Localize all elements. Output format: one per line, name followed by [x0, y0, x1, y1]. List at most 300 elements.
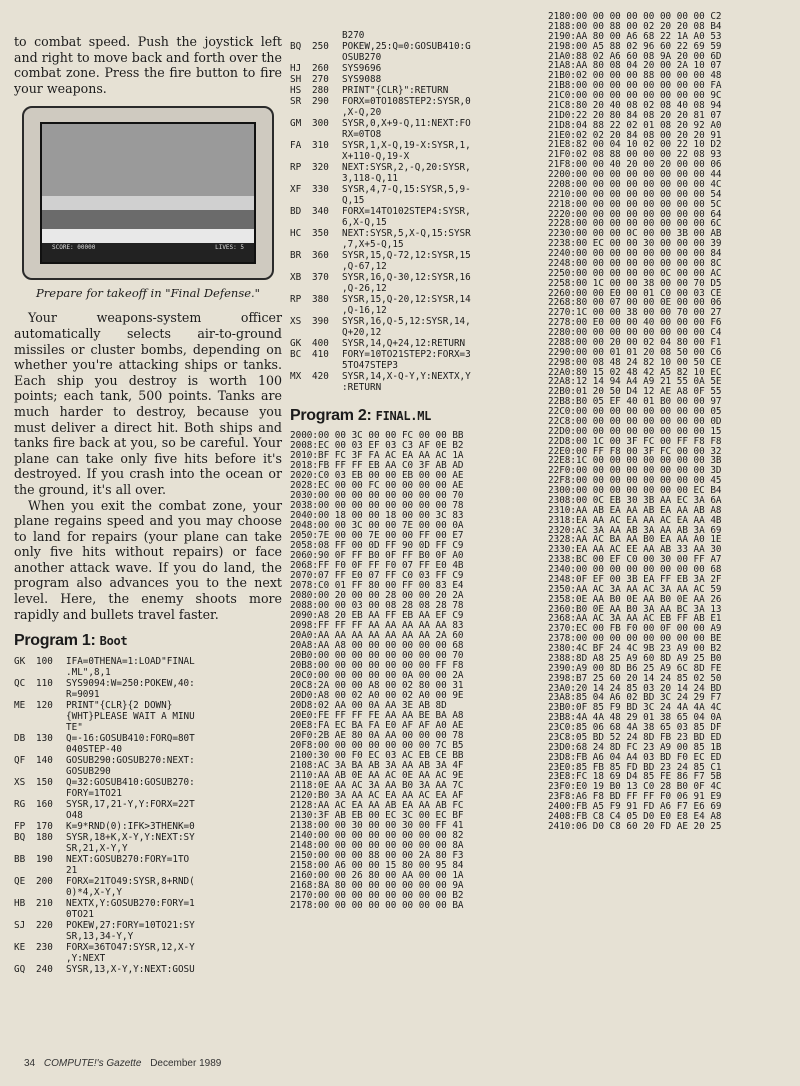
line-number	[312, 261, 342, 272]
code-text: OSUB270	[342, 52, 382, 63]
hex-line: 22B8:B0 05 EF 40 01 B0 00 00 97	[548, 396, 722, 408]
program1-listing-continued	[290, 30, 545, 393]
hex-line: 20B0:00 00 00 00 00 00 00 00 70	[290, 650, 464, 661]
hex-line: 2220:00 00 00 00 00 00 00 00 64	[548, 208, 722, 220]
page-footer	[24, 1058, 221, 1069]
code-line	[290, 74, 545, 85]
hex-line: 2150:00 00 00 88 00 00 2A 80 F3	[290, 850, 464, 861]
checksum: RG	[14, 799, 26, 811]
code-line	[290, 129, 545, 140]
line-number: 350	[312, 228, 329, 239]
hex-line: 22E0:00 FF F8 00 3F FC 00 00 32	[548, 445, 722, 457]
line-number: 280	[312, 85, 329, 96]
screen-runway-band	[42, 229, 254, 243]
hex-line: 2018:FB FF FF EB AA C0 3F AB AD	[290, 460, 464, 471]
checksum: HS	[290, 85, 302, 96]
checksum	[14, 689, 36, 700]
hex-line: 2088:00 00 03 00 08 28 08 28 78	[290, 600, 464, 611]
hex-line: 20E8:FA EC BA FA E0 AF AF A0 AE	[290, 720, 464, 731]
line-number	[36, 909, 66, 920]
code-line	[290, 107, 545, 118]
hex-line: 20F0:2B AE 80 0A AA 00 00 00 78	[290, 730, 464, 741]
hex-line: 21F0:02 08 88 00 00 00 22 08 93	[548, 149, 722, 161]
hex-line: 20A0:AA AA AA AA AA AA AA 2A 60	[290, 630, 464, 641]
code-line	[290, 294, 545, 305]
hex-line: 2048:00 00 3C 00 00 7E 00 00 0A	[290, 520, 464, 531]
code-line	[14, 667, 282, 678]
line-number	[36, 953, 66, 964]
code-text: POKEW,25:Q=0:GOSUB410:G	[342, 41, 471, 52]
hex-line: 2118:0E AA AC 3A AA B0 3A AA 7C	[290, 780, 464, 791]
checksum	[290, 239, 312, 250]
hex-line: 2050:7E 00 00 7E 00 00 FF 00 E7	[290, 530, 464, 541]
code-text: POKEW,27:FORY=10TO21:SY	[66, 920, 195, 932]
hex-line: 23B8:4A 4A 48 29 01 38 65 04 0A	[548, 712, 722, 724]
article-text-top	[14, 34, 282, 96]
checksum	[290, 195, 312, 206]
hex-line: 2040:00 18 00 00 18 00 00 3C 83	[290, 510, 464, 521]
hex-line: 2238:00 EC 00 00 30 00 00 00 39	[548, 238, 722, 250]
line-number: 270	[312, 74, 329, 85]
code-text: 040STEP-40	[66, 744, 122, 756]
code-line	[14, 964, 282, 975]
code-line	[14, 832, 282, 843]
hex-line: 2320:AC 3A AA AB 3A AA AB 3A 69	[548, 524, 722, 536]
hex-line: 2390:A9 00 8D B6 25 A9 6C 8D FE	[548, 662, 722, 674]
hex-line: 2080:00 20 00 00 28 00 00 20 2A	[290, 590, 464, 601]
hex-line: 2180:00 00 00 00 00 00 00 00 C2	[548, 11, 722, 22]
line-number	[36, 931, 66, 942]
checksum: BR	[290, 250, 302, 261]
checksum: GK	[290, 338, 302, 349]
code-text: SYSR,13,X-Y,Y:NEXT:GOSU	[66, 964, 195, 976]
line-number: 170	[36, 821, 53, 833]
line-number	[36, 865, 66, 876]
code-text: SR,13,34-Y,Y	[66, 931, 134, 943]
code-text: SYSR,1,X-Q,19-X:SYSR,1,	[342, 140, 471, 151]
checksum	[14, 744, 36, 755]
code-text: SYSR,16,Q-30,12:SYSR,16	[342, 272, 471, 283]
code-line	[290, 250, 545, 261]
checksum	[290, 360, 312, 371]
hex-line: 2310:AA AB EA AA AB EA AA AB A8	[548, 504, 722, 516]
line-number	[36, 810, 66, 821]
code-line	[14, 843, 282, 854]
hex-line: 2060:90 0F FF B0 0F FF B0 0F A0	[290, 550, 464, 561]
hex-line: 23B0:0F 85 F9 BD 3C 24 4A 4A 4C	[548, 702, 722, 714]
hex-line: 22D8:00 1C 00 3F FC 00 FF F8 F8	[548, 435, 722, 447]
code-text: FORX=21TO49:SYSR,8+RND(	[66, 876, 195, 888]
hex-line: 2170:00 00 00 00 00 00 00 00 B2	[290, 890, 464, 901]
code-line	[14, 865, 282, 876]
code-text: ,Y:NEXT	[66, 953, 106, 965]
checksum: GK	[14, 656, 26, 668]
hex-line: 20D0:A8 00 02 A0 00 02 A0 00 9E	[290, 690, 464, 701]
hex-line: 21E0:02 02 20 84 08 00 20 20 91	[548, 129, 722, 141]
publication-name: COMPUTE!'s Gazette	[43, 1058, 142, 1069]
code-text: SYSR,4,7-Q,15:SYSR,5,9-	[342, 184, 471, 195]
hex-line: 20C8:2A 00 00 A8 00 02 80 00 31	[290, 680, 464, 691]
code-text: 3,118-Q,11	[342, 173, 398, 184]
hex-line: 20F8:00 00 00 00 00 00 00 7C B5	[290, 740, 464, 751]
code-line	[14, 733, 282, 744]
code-text: 0)*4,X-Y,Y	[66, 887, 122, 899]
code-text: {WHT}PLEASE WAIT A MINU	[66, 711, 195, 723]
code-text: FORY=1TO21	[66, 788, 122, 800]
hex-line: 2120:B0 3A AA AC EA AA AC EA AF	[290, 790, 464, 801]
hex-line: 2360:B0 0E AA B0 3A AA BC 3A 13	[548, 603, 722, 615]
code-line	[14, 920, 282, 931]
checksum: XS	[290, 316, 302, 327]
hex-line: 2068:FF F0 0F FF F0 07 FF E0 4B	[290, 560, 464, 571]
program2-title: Program 2:	[290, 407, 372, 424]
code-text: 0TO21	[66, 909, 94, 921]
hex-line: 2258:00 1C 00 00 38 00 00 70 D5	[548, 277, 722, 289]
checksum	[290, 107, 312, 118]
hex-line: 2330:EA AA AC EE AA AB 33 AA 30	[548, 544, 722, 556]
hex-line: 2078:C0 01 FF 80 00 FF 00 83 E4	[290, 580, 464, 591]
hex-line: 2110:AA AB 0E AA AC 0E AA AC 9E	[290, 770, 464, 781]
hex-line: 20A8:AA A8 00 00 00 00 00 00 68	[290, 640, 464, 651]
checksum	[14, 909, 36, 920]
hex-line: 2208:00 00 00 00 00 00 00 00 4C	[548, 178, 722, 190]
hex-line: 22C0:00 00 00 00 00 00 00 00 05	[548, 406, 722, 417]
code-text: Q=-16:GOSUB410:FORQ=80T	[66, 733, 195, 745]
code-text: ,X-Q,20	[342, 107, 382, 118]
line-number	[312, 195, 342, 206]
program1-listing	[14, 656, 282, 975]
hex-line: 22C8:00 00 00 00 00 00 00 00 0D	[548, 415, 722, 427]
hex-line: 2278:00 E0 00 00 40 00 00 00 F6	[548, 317, 722, 329]
code-line	[14, 876, 282, 887]
checksum: QE	[14, 876, 26, 888]
line-number: 260	[312, 63, 329, 74]
checksum	[290, 327, 312, 338]
checksum: FP	[14, 821, 26, 833]
hex-line: 21C0:00 00 00 00 00 00 00 00 9C	[548, 90, 722, 101]
issue-date: December 1989	[150, 1058, 222, 1069]
line-number: 180	[36, 832, 53, 844]
code-text: Q,15	[342, 195, 365, 206]
hex-line: 23A0:20 14 24 85 03 20 14 24 BD	[548, 682, 722, 694]
hex-line: 21A8:AA 80 08 04 20 00 2A 10 07	[548, 60, 722, 72]
checksum: DB	[14, 733, 26, 745]
line-number	[36, 843, 66, 854]
hex-line: 2070:07 FF E0 07 FF C0 03 FF C9	[290, 570, 464, 581]
code-line	[290, 41, 545, 52]
hex-line: 23E8:FC 18 69 D4 85 FE 86 F7 5B	[548, 771, 722, 783]
article-text-bottom	[14, 310, 282, 622]
hex-line: 23A8:85 04 A6 02 BD 3C 24 29 F7	[548, 692, 722, 704]
code-line	[14, 656, 282, 667]
code-line	[14, 942, 282, 953]
code-line	[14, 898, 282, 909]
code-text: K=9*RND(0):IFK>3THENK=0	[66, 821, 195, 833]
code-text: GOSUB290:GOSUB270:NEXT:	[66, 755, 195, 767]
line-number	[312, 382, 342, 393]
code-text: 5TO47STEP3	[342, 360, 398, 371]
left-column	[14, 34, 282, 975]
hex-line: 21D8:04 88 22 02 01 08 20 92 A0	[548, 119, 722, 131]
line-number: 300	[312, 118, 329, 129]
code-line	[290, 162, 545, 173]
code-text: IFA=0THENA=1:LOAD"FINAL	[66, 656, 195, 668]
hex-line: 20E0:FE FF FF FE AA AA BE BA A8	[290, 710, 464, 721]
code-text: PRINT"{CLR}{2 DOWN}	[66, 700, 173, 712]
hex-line: 2340:00 00 00 00 00 00 00 00 68	[548, 564, 722, 575]
hex-line: 2190:AA 80 00 A6 68 22 1A A0 53	[548, 30, 722, 42]
hex-line: 2308:00 0C EB 30 3B AA EC 3A 6A	[548, 494, 722, 506]
hex-line: 2168:8A 80 00 00 00 00 00 00 9A	[290, 880, 464, 891]
code-line	[14, 799, 282, 810]
code-line	[290, 96, 545, 107]
program2-hex-listing	[290, 431, 545, 911]
line-number: 100	[36, 656, 53, 668]
article-paragraph: Your weapons-system officer automatically selects air-to-ground missiles or cluster bombs, depending on whether you're attacking ships or tanks. Each ship you destroy is worth 100 points; each tank, 500 points. Tanks are much harder to destroy, because you must deliver a direct hit. Both ships and tanks fire back at you, so be careful. Your plane can take only five hits before it's destroyed. If you crash into the ocean or the ground, it's all over.	[14, 310, 282, 497]
hex-line: 2348:0F EF 00 3B EA FF EB 3A 2F	[548, 573, 722, 585]
code-text: SYSR,18+K,X-Y,Y:NEXT:SY	[66, 832, 195, 844]
code-text: PRINT"{CLR}":RETURN	[342, 85, 449, 96]
hud-score: SCORE: 00000	[52, 244, 96, 252]
line-number: 340	[312, 206, 329, 217]
hex-line: 2318:EA AA AC EA AA AC EA AA 4B	[548, 514, 722, 526]
hex-line: 20C0:00 00 00 00 00 0A 00 00 2A	[290, 670, 464, 681]
code-line	[14, 678, 282, 689]
screen-sky	[42, 124, 254, 196]
line-number: 240	[36, 964, 53, 976]
screen-road-band	[42, 210, 254, 229]
code-text: 6,X-Q,15	[342, 217, 387, 228]
line-number: 250	[312, 41, 329, 52]
hex-line: 22E8:1C 00 00 00 00 00 00 00 3B	[548, 455, 722, 467]
hex-line: 2268:80 00 07 00 00 0E 00 00 06	[548, 297, 722, 309]
code-text: ,7,X+5-Q,15	[342, 239, 404, 250]
hex-line: 21B8:00 00 00 00 00 00 00 00 FA	[548, 80, 722, 92]
hex-line: 2378:00 00 00 00 00 00 00 00 BE	[548, 633, 722, 645]
line-number: 140	[36, 755, 53, 767]
code-text: SYSR,16,Q-5,12:SYSR,14,	[342, 316, 471, 327]
code-text: SYS9094:W=250:POKEW,40:	[66, 678, 195, 690]
hex-line: 2230:00 00 00 0C 00 00 3B 00 AB	[548, 228, 722, 240]
hex-line: 22F8:00 00 00 00 00 00 00 00 45	[548, 475, 722, 487]
code-text: R=9091	[66, 689, 100, 701]
hex-line: 23D0:68 24 8D FC 23 A9 00 85 1B	[548, 741, 722, 753]
code-text: X+110-Q,19-X	[342, 151, 410, 162]
middle-column	[290, 30, 545, 911]
hex-line: 2290:00 00 01 01 20 08 50 00 C6	[548, 346, 722, 358]
line-number	[312, 217, 342, 228]
hex-line: 2298:00 08 48 24 82 10 00 50 CE	[548, 356, 722, 368]
hex-line: 2028:EC 00 00 FC 00 00 00 00 AE	[290, 480, 464, 491]
checksum	[14, 810, 36, 821]
line-number: 130	[36, 733, 53, 745]
code-line	[290, 349, 545, 360]
hex-line: 2408:FB C8 C4 05 D0 E0 E8 E4 A8	[548, 810, 722, 822]
hex-line: 2098:FF FF FF AA AA AA AA AA 83	[290, 620, 464, 631]
hex-line: 2140:00 00 00 00 00 00 00 00 82	[290, 830, 464, 841]
code-text: 21	[66, 865, 78, 877]
checksum	[14, 722, 36, 733]
code-text: NEXT:GOSUB270:FORY=1TO	[66, 854, 190, 866]
line-number	[312, 173, 342, 184]
checksum: XS	[14, 777, 26, 789]
line-number: 290	[312, 96, 329, 107]
line-number: 360	[312, 250, 329, 261]
checksum	[290, 261, 312, 272]
article-paragraph: to combat speed. Push the joystick left and right to move back and forth over the combat zone. Press the fire button to fire your weapons.	[14, 34, 282, 96]
checksum: HB	[14, 898, 26, 910]
code-line	[14, 777, 282, 788]
checksum: RP	[290, 162, 302, 173]
hex-line: 2240:00 00 00 00 00 00 00 00 84	[548, 248, 722, 259]
hex-line: 22D0:00 00 00 00 00 00 00 00 15	[548, 425, 722, 437]
code-text: SYS9088	[342, 74, 382, 85]
checksum: BB	[14, 854, 26, 866]
hex-line: 2400:FB A5 F9 91 FD A6 F7 E6 69	[548, 801, 722, 812]
checksum: HJ	[290, 63, 302, 74]
code-line	[14, 953, 282, 964]
hex-line: 2328:AA AC BA AA B0 EA AA A0 1E	[548, 534, 722, 546]
checksum: KE	[14, 942, 26, 954]
code-line	[290, 217, 545, 228]
code-text: ,Q-26,12	[342, 283, 387, 294]
hex-line: 2368:AA AC 3A AA AC EB FF AB E1	[548, 613, 722, 625]
code-line	[290, 140, 545, 151]
hex-line: 2388:8D A8 25 A9 60 8D A9 25 B0	[548, 652, 722, 664]
hex-line: 2058:08 FF 00 0D FF 90 0D FF C9	[290, 540, 464, 551]
checksum	[14, 931, 36, 942]
code-line	[14, 821, 282, 832]
code-line	[290, 316, 545, 327]
checksum: MX	[290, 371, 302, 382]
code-line	[290, 228, 545, 239]
hex-line: 2198:00 A5 88 02 96 60 22 69 59	[548, 40, 722, 52]
checksum: HC	[290, 228, 302, 239]
hex-line: 23D8:FB A6 04 A4 03 BD F0 EC ED	[548, 751, 722, 763]
checksum	[14, 843, 36, 854]
checksum	[290, 305, 312, 316]
code-line	[14, 810, 282, 821]
program1-subtitle: Boot	[99, 634, 128, 649]
line-number: 230	[36, 942, 53, 954]
code-line	[290, 52, 545, 63]
checksum	[14, 887, 36, 898]
code-text: FORX=36TO47:SYSR,12,X-Y	[66, 942, 195, 954]
line-number: 380	[312, 294, 329, 305]
hex-line: 2300:00 00 00 00 00 00 00 EC B4	[548, 485, 722, 496]
code-line	[290, 305, 545, 316]
line-number	[312, 52, 342, 63]
line-number: 150	[36, 777, 53, 789]
line-number: 200	[36, 876, 53, 888]
code-text: FORX=0TO108STEP2:SYSR,0	[342, 96, 471, 107]
code-text: ,Q-67,12	[342, 261, 387, 272]
hex-line: 2178:00 00 00 00 00 00 00 00 BA	[290, 900, 464, 911]
code-text: ,Q-16,12	[342, 305, 387, 316]
hex-line: 2148:00 00 00 00 00 00 00 00 8A	[290, 840, 464, 851]
checksum: SH	[290, 74, 302, 85]
screen-ground-band	[42, 196, 254, 210]
code-line	[14, 887, 282, 898]
line-number: 400	[312, 338, 329, 349]
code-line	[290, 371, 545, 382]
hex-line: 2138:00 00 30 00 00 30 00 FF 41	[290, 820, 464, 831]
line-number: 210	[36, 898, 53, 910]
hex-line: 2218:00 00 00 00 00 00 00 00 5C	[548, 198, 722, 210]
line-number: 120	[36, 700, 53, 712]
program1-heading	[14, 632, 282, 650]
code-line	[14, 722, 282, 733]
code-line	[14, 788, 282, 799]
line-number	[312, 327, 342, 338]
hex-line: 2338:BC 00 EF C0 00 30 00 FF A7	[548, 554, 722, 566]
code-line	[14, 909, 282, 920]
code-line	[290, 382, 545, 393]
hex-line: 2270:1C 00 00 38 00 00 70 00 27	[548, 307, 722, 319]
code-line	[14, 700, 282, 711]
checksum	[290, 382, 312, 393]
code-line	[290, 338, 545, 349]
hex-line: 2108:AC 3A BA AB 3A AA AB 3A 4F	[290, 760, 464, 771]
code-text: SYSR,0,X+9-Q,11:NEXT:FO	[342, 118, 471, 129]
code-line	[290, 360, 545, 371]
code-line	[290, 184, 545, 195]
checksum: FA	[290, 140, 302, 151]
hex-line: 2130:3F AB EB 00 EC 3C 00 EC BF	[290, 810, 464, 821]
hex-line: 23C8:05 BD 52 24 8D FB 23 BD ED	[548, 731, 722, 743]
code-text: RX=0TO8	[342, 129, 382, 140]
line-number: 220	[36, 920, 53, 932]
checksum: GQ	[14, 964, 26, 976]
article-paragraph: When you exit the combat zone, your plane regains speed and you may choose to land for repairs (your plane can take only five hits without repairs) or face another attack wave. If you do land, the program also advances you to the next level. Here, the enemy shoots more rapidly and bullets travel faster.	[14, 497, 282, 622]
checksum	[14, 788, 36, 799]
hex-line: 2160:00 00 26 80 00 AA 00 00 1A	[290, 870, 464, 881]
checksum: SR	[290, 96, 302, 107]
line-number	[312, 305, 342, 316]
hex-line: 23C0:85 06 68 4A 38 65 03 85 DF	[548, 722, 722, 733]
screenshot-caption: Prepare for takeoff in "Final Defense."	[36, 286, 260, 301]
checksum: BQ	[290, 41, 302, 52]
hex-line: 20D8:02 AA 00 0A AA 3E AB 8D	[290, 700, 447, 711]
hex-line: 2248:00 00 00 00 00 00 00 00 8C	[548, 257, 722, 269]
checksum	[14, 953, 36, 964]
hex-line: 2350:AA AC 3A AA AC 3A AA AC 59	[548, 583, 722, 595]
program2-hex-listing-continued	[548, 12, 794, 832]
hex-line: 2398:B7 25 60 20 14 24 85 02 50	[548, 672, 722, 684]
code-line	[290, 327, 545, 338]
code-line	[290, 239, 545, 250]
line-number: 110	[36, 678, 53, 690]
checksum	[14, 667, 36, 678]
code-text: SYSR,17,21-Y,Y:FORX=22T	[66, 799, 195, 811]
code-text: NEXTX,Y:GOSUB270:FORY=1	[66, 898, 195, 910]
code-text: Q+20,12	[342, 327, 382, 338]
right-column	[548, 12, 794, 832]
line-number: 370	[312, 272, 329, 283]
code-line	[14, 689, 282, 700]
line-number	[312, 239, 342, 250]
hex-line: 21A0:88 02 A6 60 08 9A 20 00 6D	[548, 50, 722, 62]
hex-line: 2370:EC 00 FB F0 00 0F 00 00 A9	[548, 623, 722, 635]
line-number: 420	[312, 371, 329, 382]
code-text: SYS9696	[342, 63, 382, 74]
hex-line: 21F8:00 00 40 20 00 20 00 00 06	[548, 159, 722, 171]
hex-line: 2000:00 00 3C 00 00 FC 00 00 BB	[290, 430, 464, 441]
code-text: B270	[342, 30, 365, 41]
checksum	[290, 151, 312, 162]
hex-line: 2260:00 00 E0 00 01 C0 00 03 CE	[548, 287, 722, 299]
code-line	[290, 261, 545, 272]
